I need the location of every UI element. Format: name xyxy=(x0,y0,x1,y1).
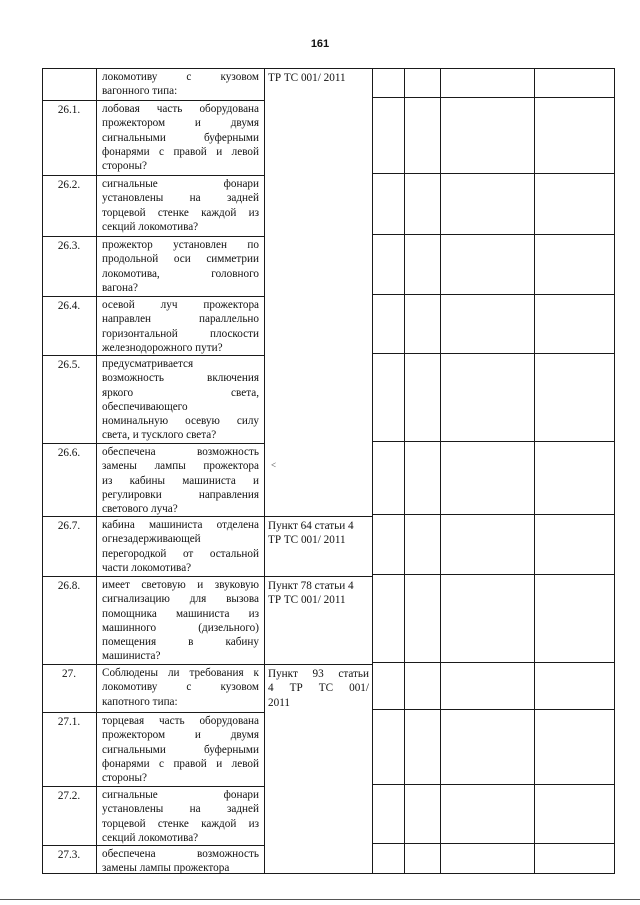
question-line: имеет световую и звуковую xyxy=(102,579,259,591)
item-number: 27.3. xyxy=(57,849,81,861)
question-line: предусматривается xyxy=(102,358,194,370)
question-text xyxy=(96,576,264,664)
table-vertical-border xyxy=(614,68,615,873)
check-column-border xyxy=(372,574,615,575)
question-line: горизонтальной плоскости xyxy=(102,327,259,340)
check-column-border xyxy=(372,68,615,69)
question-line: из кабины машиниста и xyxy=(102,474,259,487)
question-line: света, и тусклого света? xyxy=(102,429,217,442)
question-line: машинного (дизельного) xyxy=(102,621,259,634)
question-line: секций локомотива? xyxy=(102,220,199,233)
normative-reference xyxy=(264,576,372,664)
question-line: направлен параллельно xyxy=(102,313,259,326)
question-line: прожектором и двумя xyxy=(102,117,259,130)
check-column-border xyxy=(372,843,615,844)
check-column-border xyxy=(372,514,615,515)
question-text xyxy=(96,68,264,100)
question-text xyxy=(96,786,264,845)
item-number: 26.7. xyxy=(57,520,81,532)
item-number: 27.2. xyxy=(57,790,81,802)
question-line: торцевой стенке каждой из xyxy=(102,817,259,830)
question-text xyxy=(96,712,264,786)
question-line: прожектор установлен по xyxy=(102,239,259,251)
question-line: кабина машиниста отделена xyxy=(102,519,259,531)
question-line: обеспечена возможность xyxy=(102,446,259,458)
check-column-border xyxy=(372,662,615,663)
check-column-border xyxy=(372,234,615,235)
table-vertical-border xyxy=(372,68,373,873)
reference-line: Пункт 64 статьи 4 xyxy=(268,520,354,532)
item-number: 27.1. xyxy=(57,716,81,728)
normative-reference xyxy=(264,68,372,516)
table-vertical-border xyxy=(534,68,535,873)
question-line: сигнализацию для вызова xyxy=(102,593,259,606)
question-line: осевой луч прожектора xyxy=(102,299,259,311)
item-number: 26.6. xyxy=(57,447,81,459)
reference-line: 4 ТР ТС 001/ xyxy=(268,682,369,695)
item-number: 26.5. xyxy=(57,359,81,371)
question-line: торцевая часть оборудована xyxy=(102,715,259,727)
question-text xyxy=(96,355,264,443)
question-line: фонарями с правой и левой xyxy=(102,145,259,158)
question-line: номинальную осевую силу xyxy=(102,415,259,428)
check-column-border xyxy=(372,784,615,785)
item-number: 26.1. xyxy=(57,104,81,116)
check-column-border xyxy=(372,173,615,174)
item-number: 26.4. xyxy=(57,300,81,312)
table-vertical-border xyxy=(440,68,441,873)
normative-reference xyxy=(264,516,372,576)
question-line: продольной оси симметрии xyxy=(102,253,259,266)
question-line: обеспечивающего xyxy=(102,400,188,413)
question-text xyxy=(96,664,264,712)
question-line: локомотиву с кузовом xyxy=(102,71,259,83)
question-line: торцевой стенке каждой из xyxy=(102,206,259,219)
question-line: части локомотива? xyxy=(102,561,192,574)
question-text xyxy=(96,845,264,873)
normative-reference xyxy=(264,664,372,873)
question-line: сигнальными буферными xyxy=(102,131,259,144)
question-line: возможность включения xyxy=(102,372,259,385)
question-line: секций локомотива? xyxy=(102,831,199,844)
check-column-border xyxy=(372,709,615,710)
item-number: 26.3. xyxy=(57,240,81,252)
question-line: светового луча? xyxy=(102,503,178,516)
question-text xyxy=(96,100,264,175)
bottom-line xyxy=(0,899,640,900)
check-column-border xyxy=(372,353,615,354)
question-line: машиниста? xyxy=(102,650,161,663)
question-line: локомотива, головного xyxy=(102,267,259,280)
question-line: железнодорожного пути? xyxy=(102,341,223,354)
question-line: вагона? xyxy=(102,281,138,294)
question-line: установлены на задней xyxy=(102,192,259,205)
table-vertical-border xyxy=(404,68,405,873)
reference-line: ТР ТС 001/ 2011 xyxy=(268,72,346,84)
question-line: лобовая часть оборудована xyxy=(102,103,259,115)
question-line: прожектором и двумя xyxy=(102,729,259,742)
reference-line: ТР ТС 001/ 2011 xyxy=(268,534,346,547)
question-text xyxy=(96,296,264,355)
question-line: сигнальные фонари xyxy=(102,178,259,190)
question-text xyxy=(96,443,264,516)
question-line: яркого света, xyxy=(102,386,259,399)
question-line: сигнальными буферными xyxy=(102,743,259,756)
question-text xyxy=(96,516,264,576)
page-number: 161 xyxy=(310,38,330,50)
reference-line: 2011 xyxy=(268,696,290,709)
question-line: Соблюдены ли требования к xyxy=(102,667,259,679)
question-line: обеспечена возможность xyxy=(102,848,259,860)
question-line: помещения в кабину xyxy=(102,636,259,649)
item-number: 26.2. xyxy=(57,179,81,191)
question-line: перегородкой от остальной xyxy=(102,547,259,560)
question-line: замены лампы прожектора xyxy=(102,862,230,875)
reference-line: Пункт 78 статьи 4 xyxy=(268,580,354,592)
question-line: стороны? xyxy=(102,772,147,785)
item-number: 26.8. xyxy=(57,580,81,592)
question-line: стороны? xyxy=(102,160,147,173)
question-line: вагонного типа: xyxy=(102,85,178,98)
margin-mark: < xyxy=(271,460,277,470)
check-column-border xyxy=(372,97,615,98)
reference-line: Пункт 93 статьи xyxy=(268,668,369,680)
check-column-border xyxy=(372,294,615,295)
question-line: сигнальные фонари xyxy=(102,789,259,801)
question-line: капотного типа: xyxy=(102,695,178,708)
question-text xyxy=(96,175,264,236)
item-number xyxy=(42,68,96,100)
question-line: фонарями с правой и левой xyxy=(102,757,259,770)
check-column-border xyxy=(372,441,615,442)
question-line: помощника машиниста из xyxy=(102,607,259,620)
question-line: замены лампы прожектора xyxy=(102,460,259,473)
question-text xyxy=(96,236,264,296)
question-line: огнезадерживающей xyxy=(102,533,201,546)
question-line: регулировки направления xyxy=(102,488,259,501)
question-line: локомотиву с кузовом xyxy=(102,681,259,694)
reference-line: ТР ТС 001/ 2011 xyxy=(268,594,346,607)
item-number: 27. xyxy=(62,668,76,680)
question-line: установлены на задней xyxy=(102,803,259,816)
